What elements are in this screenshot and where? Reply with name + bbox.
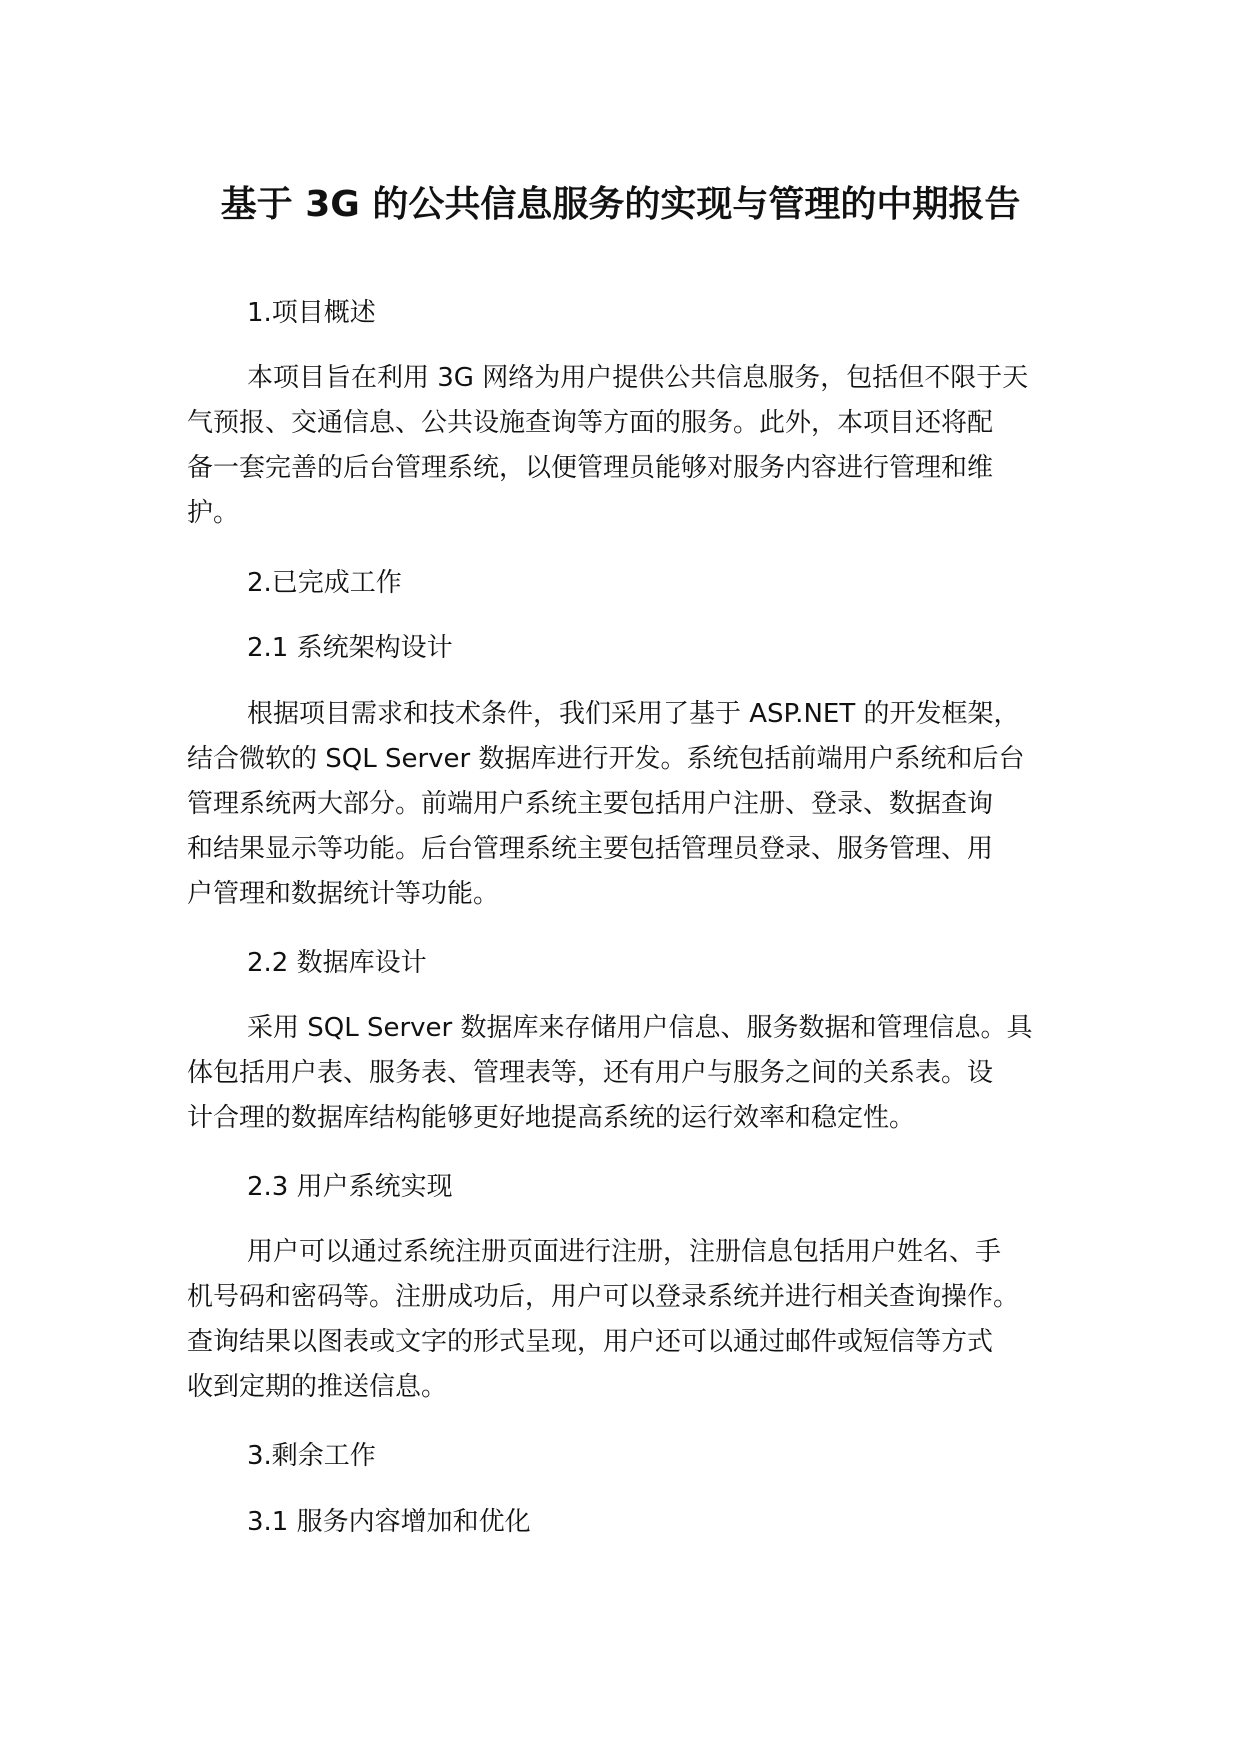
section-heading: 2.1 系统架构设计 bbox=[247, 633, 453, 663]
section-heading: 1.项目概述 bbox=[247, 298, 376, 328]
paragraph-line: 气预报、交通信息、公共设施查询等方面的服务。此外，本项目还将配 bbox=[187, 408, 994, 438]
paragraph-line: 户管理和数据统计等功能。 bbox=[187, 879, 500, 909]
paragraph-line: 查询结果以图表或文字的形式呈现，用户还可以通过邮件或短信等方式 bbox=[187, 1327, 994, 1357]
paragraph-line: 护。 bbox=[187, 498, 240, 528]
paragraph-line: 备一套完善的后台管理系统，以便管理员能够对服务内容进行管理和维 bbox=[187, 453, 994, 483]
document-title: 基于 3G 的公共信息服务的实现与管理的中期报告 bbox=[220, 184, 1021, 225]
paragraph-line: 体包括用户表、服务表、管理表等，还有用户与服务之间的关系表。设 bbox=[187, 1058, 994, 1088]
paragraph-line: 管理系统两大部分。前端用户系统主要包括用户注册、登录、数据查询 bbox=[187, 789, 994, 819]
paragraph-line: 和结果显示等功能。后台管理系统主要包括管理员登录、服务管理、用 bbox=[187, 834, 994, 864]
paragraph-line: 根据项目需求和技术条件，我们采用了基于 ASP.NET 的开发框架， bbox=[247, 699, 1020, 729]
section-heading: 3.剩余工作 bbox=[247, 1441, 376, 1471]
paragraph-line: 收到定期的推送信息。 bbox=[187, 1372, 448, 1402]
section-heading: 3.1 服务内容增加和优化 bbox=[247, 1507, 531, 1537]
section-heading: 2.2 数据库设计 bbox=[247, 948, 427, 978]
paragraph-line: 机号码和密码等。注册成功后，用户可以登录系统并进行相关查询操作。 bbox=[187, 1282, 1020, 1312]
section-heading: 2.3 用户系统实现 bbox=[247, 1172, 453, 1202]
paragraph-line: 用户可以通过系统注册页面进行注册，注册信息包括用户姓名、手 bbox=[247, 1237, 1002, 1267]
section-heading: 2.已完成工作 bbox=[247, 568, 402, 598]
paragraph-line: 采用 SQL Server 数据库来存储用户信息、服务数据和管理信息。具 bbox=[247, 1013, 1033, 1043]
paragraph-line: 计合理的数据库结构能够更好地提高系统的运行效率和稳定性。 bbox=[187, 1103, 916, 1133]
paragraph-line: 结合微软的 SQL Server 数据库进行开发。系统包括前端用户系统和后台 bbox=[187, 744, 1025, 774]
paragraph-line: 本项目旨在利用 3G 网络为用户提供公共信息服务，包括但不限于天 bbox=[247, 363, 1029, 393]
